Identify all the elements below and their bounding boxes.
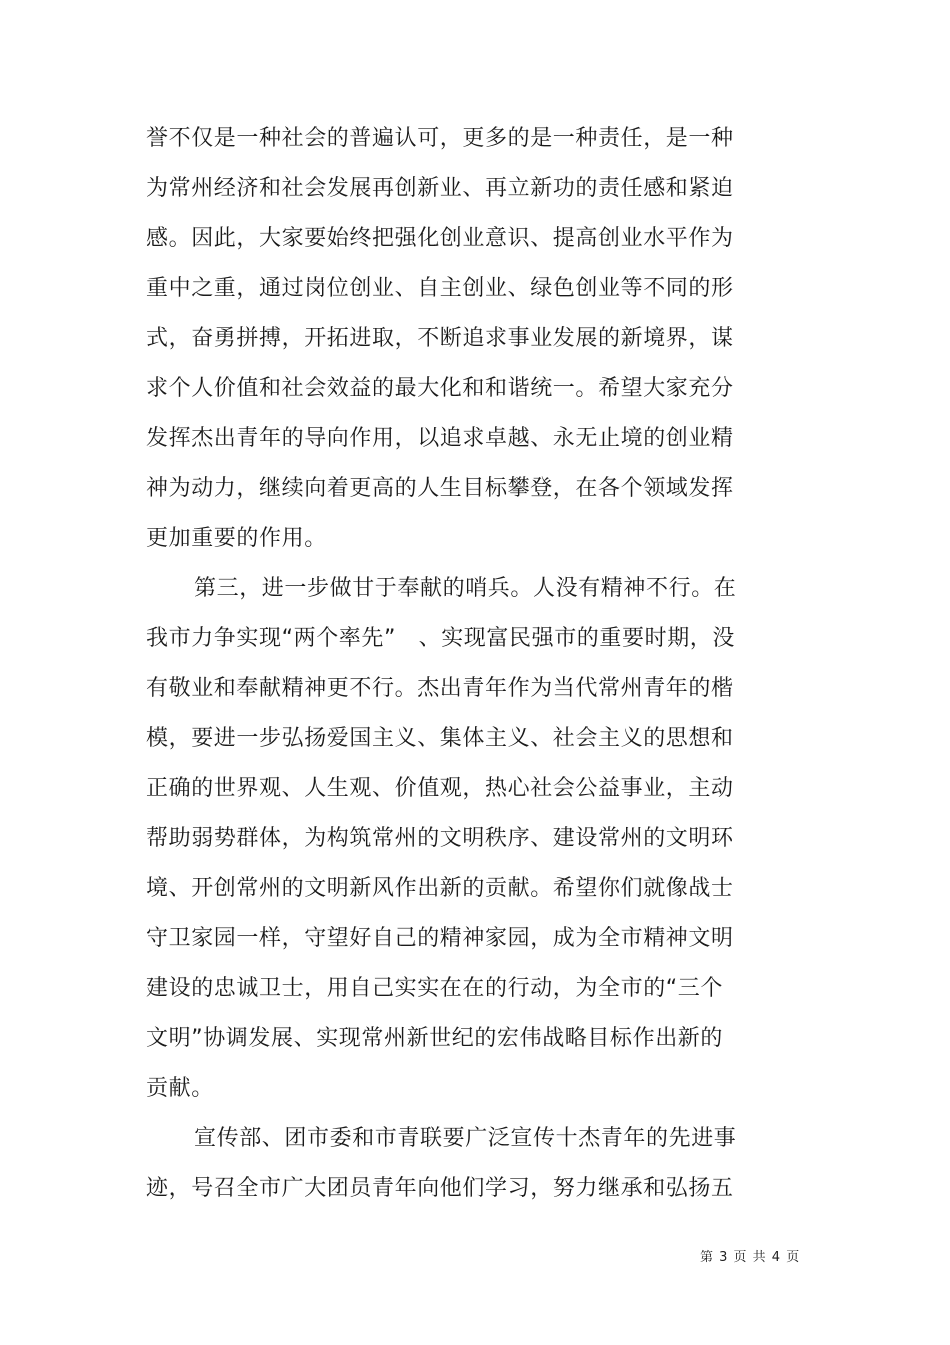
text-line: 为常州经济和社会发展再创新业、再立新功的责任感和紧迫 — [146, 176, 734, 201]
text-line: 重中之重，通过岗位创业、自主创业、绿色创业等不同的形 — [146, 276, 734, 301]
text-line: 誉不仅是一种社会的普遍认可，更多的是一种责任，是一种 — [146, 126, 734, 151]
text-line: 感。因此，大家要始终把强化创业意识、提高创业水平作为 — [146, 226, 734, 251]
text-line: 境、开创常州的文明新风作出新的贡献。希望你们就像战士 — [146, 876, 734, 901]
text-line: 求个人价值和社会效益的最大化和和谐统一。希望大家充分 — [146, 376, 734, 401]
text-line: 迹，号召全市广大团员青年向他们学习，努力继承和弘扬五 — [146, 1176, 734, 1201]
text-line: 正确的世界观、人生观、价值观，热心社会公益事业，主动 — [146, 776, 734, 801]
text-line: 守卫家园一样，守望好自己的精神家园，成为全市精神文明 — [146, 926, 734, 951]
text-line: 文明”协调发展、实现常州新世纪的宏伟战略目标作出新的 — [146, 1026, 723, 1051]
text-line: 建设的忠诚卫士，用自己实实在在的行动，为全市的“三个 — [146, 976, 723, 1001]
paragraph-first-line: 宣传部、团市委和市青联要广泛宣传十杰青年的先进事 — [194, 1126, 737, 1151]
paragraph-first-line: 第三，进一步做甘于奉献的哨兵。人没有精神不行。在 — [194, 576, 737, 601]
text-line: 有敬业和奉献精神更不行。杰出青年作为当代常州青年的楷 — [146, 676, 734, 701]
text-line: 模，要进一步弘扬爱国主义、集体主义、社会主义的思想和 — [146, 726, 734, 751]
text-line: 我市力争实现“两个率先” 、实现富民强市的重要时期，没 — [146, 626, 735, 651]
text-line: 帮助弱势群体，为构筑常州的文明秩序、建设常州的文明环 — [146, 826, 734, 851]
text-line: 神为动力，继续向着更高的人生目标攀登，在各个领域发挥 — [146, 476, 734, 501]
text-line: 更加重要的作用。 — [146, 526, 327, 551]
text-line: 式，奋勇拼搏，开拓进取，不断追求事业发展的新境界，谋 — [146, 326, 734, 351]
page-number-footer: 第 3 页 共 4 页 — [700, 1250, 801, 1265]
text-line: 贡献。 — [146, 1076, 214, 1101]
text-line: 发挥杰出青年的导向作用，以追求卓越、永无止境的创业精 — [146, 426, 734, 451]
